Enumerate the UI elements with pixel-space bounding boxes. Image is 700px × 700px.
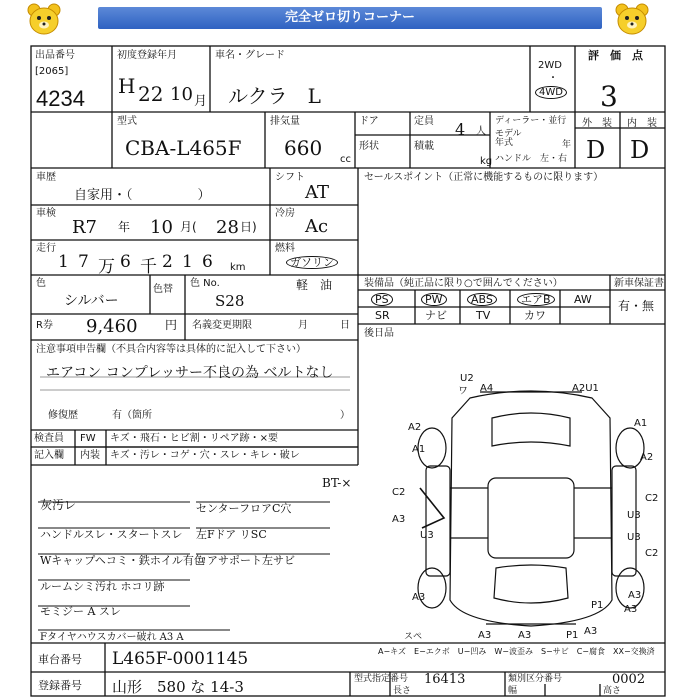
dealer-handle: ハンドル 左・右: [495, 154, 568, 164]
mileage-label: 走行: [36, 243, 56, 254]
recycle-label: R券: [36, 320, 53, 331]
diagram-label: A3: [584, 626, 598, 637]
equip-aw: AW: [574, 293, 592, 306]
inspector-note: Wキャップヘコミ・鉄ホイル有色: [40, 554, 205, 567]
lot-label: 出品番号: [35, 50, 75, 61]
drive-4wd: 4WD: [535, 86, 567, 99]
vehicle-type-value: 自家用・（ ）: [74, 188, 211, 203]
diagram-label: U3: [627, 532, 641, 543]
diagram-label: U3: [420, 530, 434, 541]
spec-number-label: 型式指定番号: [354, 674, 409, 684]
inspector-notes-underlines: [30, 480, 358, 642]
inspector-interior-label: 内装: [80, 450, 100, 461]
diagram-label: A3: [628, 590, 642, 601]
color-change-label: 色替: [153, 284, 173, 295]
grade-ext-label: 外 装: [582, 118, 612, 129]
inspector-fw-items: キズ・飛石・ヒビ割・リペア跡・×要: [110, 433, 278, 444]
diagram-label: A1: [634, 418, 648, 429]
diagram-label: A2: [408, 422, 422, 433]
repair-value: 有（箇所: [112, 410, 152, 421]
ac-value: Ac: [305, 216, 329, 237]
fuel-diesel: 軽 油: [296, 278, 333, 292]
displacement-label: 排気量: [270, 116, 300, 127]
doors-label: ドア: [359, 116, 379, 127]
inspection-month-unit: 月(: [180, 220, 197, 234]
displacement-value: 660: [284, 136, 323, 160]
repair-label: 修復歴: [48, 410, 78, 421]
color-value: シルバー: [64, 293, 119, 309]
diagram-label: P1: [591, 600, 604, 611]
diagram-label: A3: [392, 514, 406, 525]
inspection-day: 28: [216, 217, 239, 238]
equip-abs: ABS: [467, 293, 497, 306]
inspector-label-1: 検査員: [34, 433, 64, 444]
mileage-unit: km: [230, 262, 246, 273]
mileage-digit: 千: [140, 257, 157, 277]
fuel-label: 燃料: [275, 243, 295, 254]
repair-close: ）: [340, 410, 350, 421]
header-title: 完全ゼロ切りコーナー: [98, 7, 602, 29]
dims-length: 長さ: [393, 686, 412, 696]
equip-sr: SR: [375, 309, 390, 322]
address-change-month-unit: 月: [298, 320, 308, 331]
shape-label: 形状: [359, 141, 379, 152]
diagram-label: U3: [627, 510, 641, 521]
equip-leather: カワ: [524, 309, 546, 322]
color-label: 色: [36, 278, 46, 289]
grade-ext: D: [586, 136, 606, 164]
inspector-note: コアサポート左サビ: [196, 554, 295, 567]
drive-dot: ・: [548, 73, 558, 84]
registration-month-unit: 月: [194, 94, 208, 109]
inspection-year-unit: 年: [118, 220, 131, 234]
inspector-note: モミジー A スレ: [40, 605, 121, 618]
registration-era: H: [118, 74, 136, 98]
load-unit: kg: [480, 156, 493, 167]
grade-value: 3: [600, 80, 618, 113]
plate-value: 山形 580 な 14-3: [112, 678, 244, 696]
diagram-label: C2: [645, 548, 659, 559]
ac-label: 冷房: [275, 208, 295, 219]
inspector-note: ルームシミ汚れ ホコリ跡: [40, 580, 165, 593]
inspector-note: ハンドルスレ・スタートスレ: [40, 528, 183, 541]
diagram-label: A2U1: [572, 383, 599, 394]
diagram-legend: A−キズ E−エクボ U−凹み W−波歪み S−サビ C−腐食 XX−交換済: [378, 647, 655, 656]
dealer-year-unit: 年: [562, 140, 572, 150]
lot-number: 4234: [36, 86, 85, 111]
recycle-unit: 円: [165, 318, 178, 332]
car-name-value: ルクラ L: [228, 84, 321, 108]
inspection-day-unit: 日): [240, 220, 257, 234]
mileage-digit: 万: [98, 257, 115, 277]
equip-ps: PS: [371, 293, 393, 306]
mileage-digit: 1: [58, 252, 69, 272]
equip-airbag: エアB: [517, 293, 555, 306]
mileage-digit: 6: [202, 252, 213, 272]
grade-label: 評 価 点: [588, 49, 643, 62]
address-change-label: 名義変更期限: [192, 320, 252, 331]
inspector-label-2: 記入欄: [34, 450, 64, 461]
address-change-day-unit: 日: [340, 320, 350, 331]
inspector-fw-label: FW: [80, 433, 96, 444]
capacity-label: 定員: [414, 116, 434, 127]
mileage-digit: 1: [182, 252, 193, 272]
diagram-label: スペ: [404, 632, 423, 642]
model-label: 型式: [117, 116, 137, 127]
grade-int: D: [630, 136, 650, 164]
registration-month: 10: [170, 84, 193, 105]
registration-label: 初度登録年月: [117, 50, 177, 61]
color-code: S28: [215, 292, 245, 310]
inspection-month: 10: [150, 217, 173, 238]
inspection-era: R7: [72, 217, 98, 238]
notes-label: 注意事項申告欄（不具合内容等は具体的に記入して下さい）: [36, 344, 306, 355]
diagram-label: A1: [412, 444, 426, 455]
mileage-digit: 6: [120, 252, 131, 272]
mileage-digits: [58, 252, 222, 277]
attachment-label: 後日品: [364, 328, 394, 339]
fuel-gasoline: ガソリン: [286, 256, 338, 269]
inspector-note: 灰汚レ: [40, 498, 77, 512]
spec-number-sub: 類別区分番号: [508, 674, 563, 684]
color-code-label: 色 No.: [190, 278, 220, 289]
inspector-note: BT-×: [322, 476, 352, 490]
registration-year: 22: [138, 82, 164, 106]
new-warranty-label: 新車保証書: [614, 278, 664, 289]
displacement-unit: cc: [340, 154, 351, 165]
chassis-value: L465F-0001145: [112, 649, 249, 669]
capacity-value: 4: [455, 120, 466, 139]
diagram-label: A3: [412, 592, 426, 603]
load-label: 積載: [414, 141, 434, 152]
diagram-label: A3: [478, 630, 492, 641]
diagram-label: P1: [566, 630, 579, 641]
notes-text: エアコン コンプレッサー不良の為 ベルトなし: [46, 365, 334, 381]
equip-pw: PW: [421, 293, 447, 306]
equip-tv: TV: [476, 309, 491, 322]
diagram-label: A4: [480, 383, 494, 394]
dims-width: 幅: [508, 686, 518, 696]
inspector-note: センターフロアC穴: [196, 502, 292, 515]
lot-code: [2065]: [35, 66, 69, 77]
diagram-label: C2: [392, 487, 406, 498]
diagram-label: A3: [624, 604, 638, 615]
mileage-digit: 2: [162, 252, 173, 272]
new-warranty-value: 有・無: [618, 299, 655, 313]
dealer-model-year: モデル 年式: [495, 129, 522, 148]
inspection-label: 車検: [36, 208, 56, 219]
inspector-note: 左Fドア リSC: [196, 528, 267, 541]
diagram-label: A3: [518, 630, 532, 641]
car-name-label: 車名・グレード: [215, 50, 285, 61]
grade-int-label: 内 装: [627, 118, 657, 129]
shift-value: AT: [305, 182, 330, 203]
chassis-label: 車台番号: [38, 653, 82, 666]
inspector-note: Fタイヤハウスカバー破れ A3 A: [40, 632, 184, 643]
model-value: CBA-L465F: [125, 136, 242, 160]
inspector-interior-items: キズ・汚レ・コゲ・穴・スレ・キレ・破レ: [110, 450, 300, 461]
recycle-value: 9,460: [86, 316, 138, 337]
equipment-label: 装備品（純正品に限り○で囲んでください）: [364, 278, 563, 289]
dims-height: 高さ: [603, 686, 622, 696]
sales-points-label: セールスポイント（正常に機能するものに限ります）: [364, 172, 604, 183]
drive-2wd: 2WD: [538, 60, 562, 71]
car-damage-diagram: [400, 378, 662, 640]
spec-number-value2: 0002: [612, 672, 646, 687]
capacity-unit: 人: [476, 126, 486, 137]
diagram-label: U2: [460, 373, 474, 384]
diagram-label: A2: [640, 452, 654, 463]
diagram-label: C2: [645, 493, 659, 504]
spec-number-value1: 16413: [424, 672, 466, 687]
diagram-label: ワ: [458, 386, 468, 397]
equip-navi: ナビ: [425, 309, 447, 322]
plate-label: 登録番号: [38, 679, 82, 692]
shift-label: シフト: [275, 172, 305, 183]
dealer-label: ディーラー・並行: [495, 116, 567, 126]
vehicle-type-label: 車歴: [36, 172, 56, 183]
mileage-digit: 7: [78, 252, 89, 272]
